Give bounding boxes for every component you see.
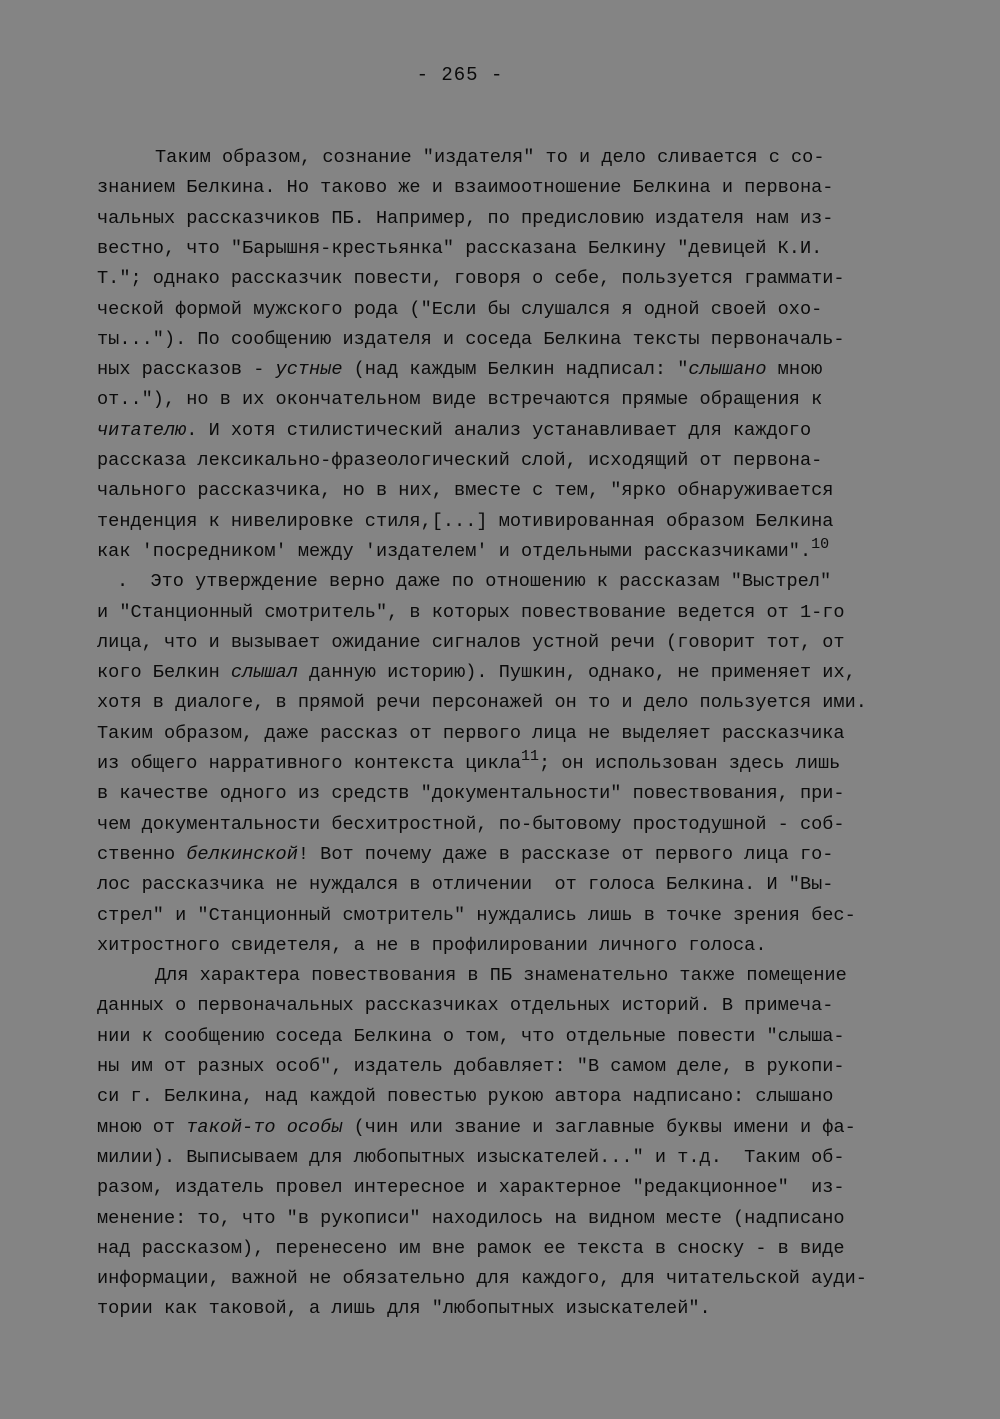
- text-segment: данных о первоначальных рассказчиках отдельных историй. В примеча-: [97, 995, 834, 1017]
- text-segment: . И хотя стилистический анализ устанавливает для каждого: [186, 419, 812, 441]
- text-segment: ты..."). По сообщению издателя и соседа Белкина тексты первоначаль-: [97, 328, 845, 350]
- text-line: [97, 628, 845, 658]
- text-segment: из общего нарративного контекста цикла: [97, 753, 522, 774]
- text-line: [97, 1173, 845, 1203]
- text-line: [97, 476, 833, 506]
- text-segment: Т."; однако рассказчик повести, говоря о себе, пользуется граммати-: [97, 268, 845, 290]
- text-line: [97, 1294, 711, 1324]
- text-segment: тенденция к нивелировке стиля,[...] мотивированная образом Белкина: [97, 510, 834, 532]
- text-segment: и "Станционный смотритель", в которых повествование ведется от 1-го: [97, 601, 845, 623]
- text-segment: рассказа лексикально-фразеологический слой, исходящий от первона-: [97, 450, 823, 471]
- text-line: [117, 567, 831, 597]
- text-line: [97, 901, 856, 931]
- text-segment: кого Белкин: [97, 662, 231, 684]
- text-segment: лица, что и вызывает ожидание сигналов устной речи (говорит тот, от: [97, 631, 845, 653]
- text-line: [97, 507, 833, 537]
- text-segment: в качестве одного из средств "документальности" повествования, при-: [97, 783, 845, 805]
- text-line: [97, 446, 822, 476]
- text-segment: чальных рассказчиков ПБ. Например, по предисловию издателя нам из-: [97, 207, 834, 229]
- text-line: [97, 598, 845, 628]
- text-segment: Таким образом, сознание "издателя" то и дело сливается с со-: [155, 147, 825, 168]
- text-segment: от.."), но в их окончательном виде встречаются прямые обращения к: [97, 389, 823, 411]
- text-segment: (чин или звание и заглавные буквы имени и фа-: [342, 1116, 856, 1138]
- text-segment: Таким образом, даже рассказ от первого лица не выделяет рассказчика: [97, 722, 845, 744]
- text-line: [97, 355, 822, 385]
- text-segment: тории как таковой, а лишь для "любопытных изыскателей".: [97, 1298, 711, 1320]
- text-segment: информации, важной не обязательно для каждого, для читательской ауди-: [97, 1268, 867, 1290]
- footnote-marker: 11: [521, 748, 540, 765]
- text-line: [97, 295, 822, 325]
- text-segment: знанием Белкина. Но таково же и взаимоотношение Белкина и первона-: [97, 177, 834, 199]
- text-line: [97, 779, 845, 809]
- italic-text: слышано: [688, 359, 767, 381]
- text-line: [97, 416, 811, 446]
- text-segment: ; он использован здесь лишь: [539, 753, 841, 774]
- page-number: - 265 -: [416, 64, 504, 86]
- text-segment: данную историю). Пушкин, однако, не применяет их,: [297, 662, 856, 684]
- text-line: [97, 1143, 845, 1173]
- text-segment: ! Вот почему даже в рассказе от первого лица го-: [297, 843, 834, 865]
- text-line: [155, 961, 847, 991]
- text-line: [97, 204, 833, 234]
- footnote-marker: 10: [811, 535, 830, 553]
- text-segment: вестно, что "Барышня-крестьянка" рассказана Белкину "девицей К.И.: [97, 237, 823, 259]
- text-line: [97, 810, 845, 840]
- text-segment: чем документальности бесхитростной, по-бытовому простодушной - соб-: [97, 813, 845, 835]
- text-line: [97, 173, 833, 203]
- text-segment: лос рассказчика не нуждался в отличении от голоса Белкина. И "Вы-: [97, 874, 834, 896]
- text-line: [97, 1052, 845, 1082]
- text-line: [97, 385, 822, 415]
- text-line: [97, 719, 845, 749]
- italic-text: читателю: [97, 419, 187, 441]
- text-line: [97, 325, 845, 355]
- text-segment: (над каждым Белкин надписал: ": [342, 359, 689, 381]
- text-segment: нии к сообщению соседа Белкина о том, что отдельные повести "слыша-: [97, 1025, 845, 1047]
- text-line: [97, 264, 845, 294]
- text-segment: как 'посредником' между 'издателем' и отдельными рассказчиками".: [97, 540, 812, 562]
- text-segment: си г. Белкина, над каждой повестью рукою автора надписано: слышано: [97, 1086, 834, 1108]
- text-line: [97, 840, 833, 870]
- text-line: [97, 537, 829, 567]
- italic-text: белкинской: [186, 843, 298, 865]
- text-line: [97, 1264, 867, 1294]
- text-line: [97, 1204, 845, 1234]
- text-line: [155, 143, 824, 173]
- text-line: [97, 1022, 845, 1052]
- text-line: [97, 931, 766, 961]
- text-line: [97, 749, 840, 779]
- text-segment: чального рассказчика, но в них, вместе с тем, "ярко обнаруживается: [97, 480, 834, 502]
- text-line: [97, 234, 822, 264]
- text-line: [97, 688, 867, 718]
- text-segment: хотя в диалоге, в прямой речи персонажей он то и дело пользуется ими.: [97, 692, 867, 714]
- text-line: [97, 1234, 845, 1264]
- italic-text: слышал: [230, 662, 298, 684]
- italic-text: устные: [275, 359, 343, 381]
- text-line: [97, 1113, 856, 1143]
- text-segment: . Это утверждение верно даже по отношению к рассказам "Выстрел": [117, 571, 832, 593]
- text-segment: ческой формой мужского рода ("Если бы слушался я одной своей охо-: [97, 298, 823, 320]
- text-segment: ственно: [97, 843, 187, 865]
- text-segment: менение: то, что "в рукописи" находилось на видном месте (надписано: [97, 1207, 845, 1229]
- text-segment: ны им от разных особ", издатель добавляет: "В самом деле, в рукопи-: [97, 1056, 845, 1077]
- text-segment: милии). Выписываем для любопытных изыскателей..." и т.д. Таким об-: [97, 1146, 845, 1168]
- text-segment: мною: [766, 359, 823, 381]
- text-segment: Для характера повествования в ПБ знаменательно также помещение: [155, 965, 847, 987]
- text-segment: стрел" и "Станционный смотритель" нуждались лишь в точке зрения бес-: [97, 904, 856, 926]
- text-line: [97, 1082, 833, 1112]
- italic-text: такой-то особы: [186, 1116, 343, 1138]
- text-segment: ных рассказов -: [97, 359, 276, 381]
- text-segment: хитростного свидетеля, а не в профилировании личного голоса.: [97, 934, 767, 956]
- text-segment: над рассказом), перенесено им вне рамок ее текста в сноску - в виде: [97, 1237, 845, 1259]
- text-line: [97, 870, 833, 900]
- text-segment: разом, издатель провел интересное и характерное "редакционное" из-: [97, 1177, 845, 1199]
- text-line: [97, 991, 833, 1021]
- text-line: [97, 658, 856, 688]
- text-segment: мною от: [97, 1116, 187, 1138]
